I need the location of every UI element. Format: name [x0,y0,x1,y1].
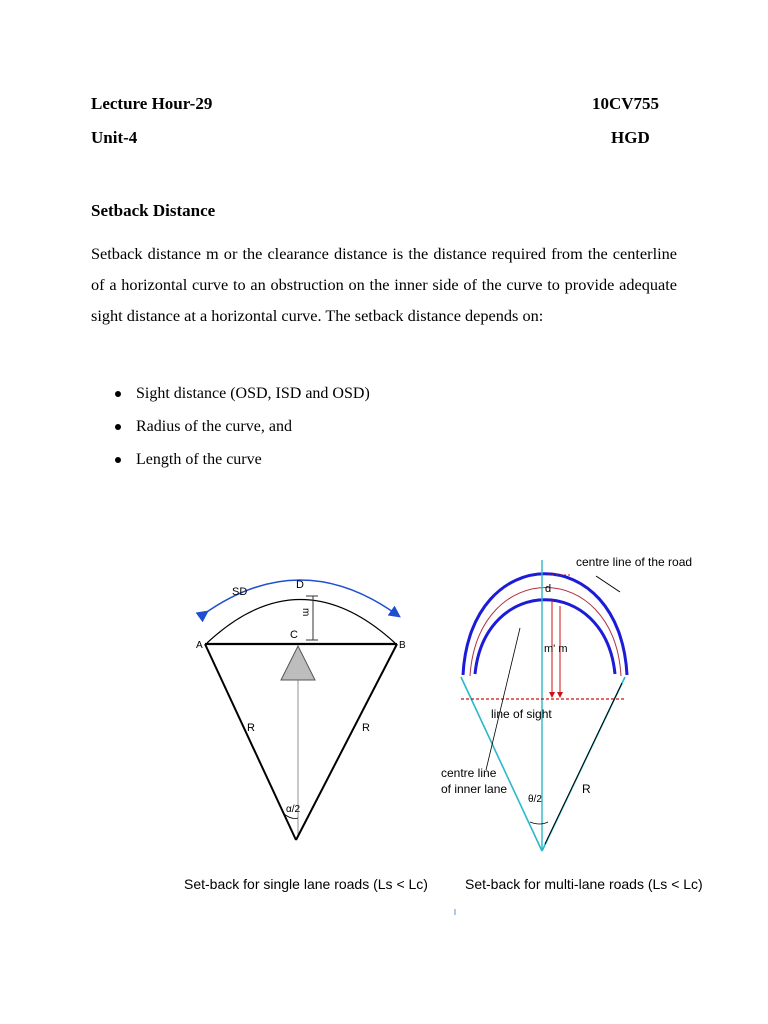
lecture-hour: Lecture Hour-29 [91,94,213,113]
angle-arc [530,822,548,824]
radius-left [461,677,542,851]
single-caption: Set-back for single lane roads (Ls < Lc) [184,876,428,892]
inner-lane-label-2: of inner lane [441,782,508,796]
course-code: 10CV755 [592,94,660,113]
r-label: R [582,782,591,796]
bullet-text: Sight distance (OSD, ISD and OSD) [136,385,370,402]
angle-label: θ/2 [528,794,542,805]
centre-road-label: centre line of the road [576,555,693,569]
r-left-label: R [247,722,255,734]
curve-arc [207,600,395,644]
unit-label: Unit-4 [91,128,138,147]
angle-label: α/2 [286,804,301,815]
road-inner-edge [475,600,615,674]
obstruction-icon [281,646,315,680]
radius-left [205,644,296,840]
body-paragraph: Setback distance m or the clearance distance is the distance required from the centerline of a horizontal curve to an obstruction on the inner side of the curve to provide adequate sight distance at a horizontal curve. The setback distance depends on: [91,244,677,325]
m-label: m [300,608,311,617]
line-of-sight-label: line of sight [491,707,552,721]
d-label: D [296,579,304,591]
mm-label: m' m [544,643,568,655]
sd-label: SD [232,586,248,598]
d-label: d [545,583,552,595]
multi-caption: Set-back for multi-lane roads (Ls < Lc) [465,876,703,892]
a-label: A [196,640,203,651]
b-label: B [399,640,406,651]
inner-lane-label-1: centre line [441,766,497,780]
radius-arrow [545,683,622,844]
section-heading: Setback Distance [91,201,216,220]
author-initials: HGD [611,128,650,147]
bullet-text: Length of the curve [136,451,262,468]
bullet-text: Radius of the curve, and [136,418,292,435]
centre-road-pointer [596,576,620,592]
c-label: C [290,629,298,641]
r-right-label: R [362,722,370,734]
